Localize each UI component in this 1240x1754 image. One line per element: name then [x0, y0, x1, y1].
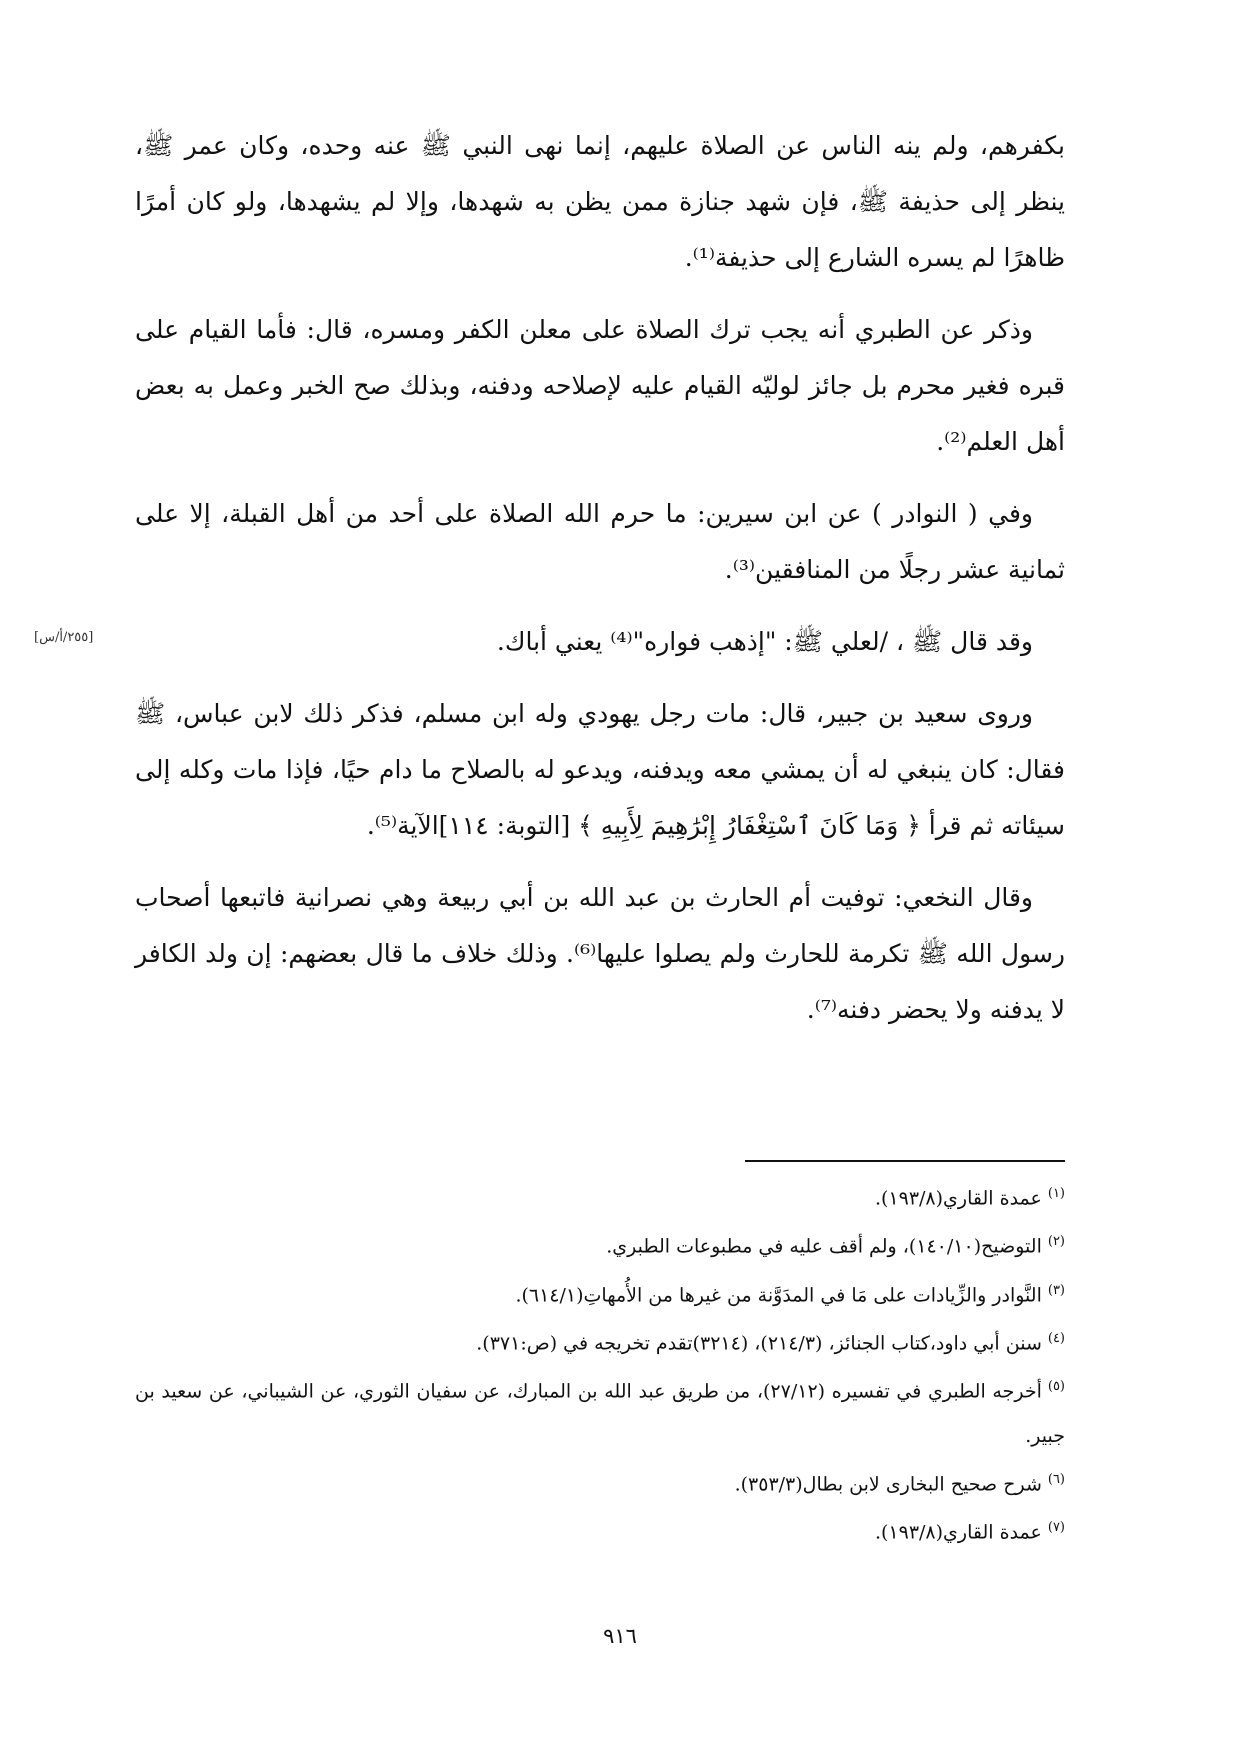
manuscript-folio-note: [٢٥٥/أ/س]	[34, 630, 94, 645]
footnote-text: أخرجه الطبري في تفسيره (٢٧/١٢)، من طريق عبد الله بن المبارك، عن سفيان الثوري، عن الشيباني، عن سعيد بن جبير.	[135, 1380, 1065, 1447]
footnote-separator	[745, 1160, 1065, 1162]
footnote-number: (٦)	[1047, 1471, 1065, 1487]
footnote-number: (١)	[1047, 1186, 1065, 1201]
main-text-body	[135, 118, 1065, 1038]
paragraph-4: وقد قال ﷺ ، /لعلي ﷺ: "إذهب فواره"⁽⁴⁾ يعني أباك.	[496, 627, 1033, 656]
paragraph-6: وقال النخعي: توفيت أم الحارث بن عبد الله بن أبي ربيعة وهي نصرانية فاتبعها أصحاب رسول الله ﷺ تكرمة للحارث ولم يصلوا عليها⁽⁶⁾. وذلك خلاف ما قال بعضهم: إن ولد الكافر لا يدفنه ولا يحضر دفنه⁽⁷⁾.	[135, 883, 1066, 1024]
footnotes	[135, 1172, 1065, 1554]
footnote-number: (٥)	[1047, 1379, 1065, 1395]
footnote-number: (٣)	[1047, 1282, 1065, 1298]
page-number: ٩١٦	[603, 1624, 637, 1648]
paragraph-2: وذكر عن الطبري أنه يجب ترك الصلاة على معلن الكفر ومسره، قال: فأما القيام على قبره فغير محرم بل جائز لوليّه القيام عليه لإصلاحه ودفنه، وبذلك صح الخبر وعمل به بعض أهل العلم⁽²⁾.	[135, 315, 1065, 456]
paragraph-1: بكفرهم، ولم ينه الناس عن الصلاة عليهم، إنما نهى النبي ﷺ عنه وحده، وكان عمر ﷺ، ينظر إلى حذيفة ﷺ، فإن شهد جنازة ممن يظن به شهدها، وإلا لم يشهدها، ولو كان أمرًا ظاهرًا لم يسره الشارع إلى حذيفة⁽¹⁾.	[135, 131, 1065, 272]
footnote-1	[135, 1172, 1065, 1220]
footnote-text: عمدة القاري(١٩٣/٨).	[874, 1187, 1042, 1210]
footnote-text: النَّوادر والزِّيادات على مَا في المدَوَّنة من غيرها من الأُمهاتِ(٦١٤/١).	[515, 1283, 1042, 1306]
footnote-7	[135, 1506, 1065, 1554]
footnote-number: (٢)	[1047, 1234, 1065, 1250]
paragraph-3: وفي ( النوادر ) عن ابن سيرين: ما حرم الله الصلاة على أحد من أهل القبلة، إلا على ثمانية عشر رجلًا من المنافقين⁽³⁾.	[135, 499, 1065, 584]
footnote-number: (٧)	[1047, 1519, 1065, 1535]
footnote-4	[135, 1317, 1065, 1365]
footnote-3	[135, 1269, 1065, 1317]
footnote-text: شرح صحيح البخارى لابن بطال(٣٥٣/٣).	[734, 1472, 1042, 1495]
footnote-6	[135, 1458, 1065, 1506]
paragraph-5: وروى سعيد بن جبير، قال: مات رجل يهودي وله ابن مسلم، فذكر ذلك لابن عباس، ﷺ فقال: كان ينبغي له أن يمشي معه ويدفنه، ويدعو له بالصلاح ما دام حيًا، فإذا مات وكله إلى سيئاته ثم قرأ ﴿ وَمَا كَانَ ٱسْتِغْفَارُ إِبْرَٰهِيمَ لِأَبِيهِ ﴾ [التوبة: ١١٤]الآية⁽⁵⁾.	[135, 699, 1065, 840]
footnote-text: التوضيح(١٤٠/١٠)، ولم أقف عليه في مطبوعات الطبري.	[606, 1235, 1042, 1258]
footnote-text: سنن أبي داود،كتاب الجنائز، (٢١٤/٣)، (٣٢١٤)تقدم تخريجه في (ص:٣٧١).	[476, 1332, 1042, 1355]
footnote-number: (٤)	[1047, 1330, 1065, 1346]
footnote-text: عمدة القاري(١٩٣/٨).	[874, 1521, 1042, 1544]
footnote-5	[135, 1365, 1065, 1457]
footnote-2	[135, 1220, 1065, 1268]
